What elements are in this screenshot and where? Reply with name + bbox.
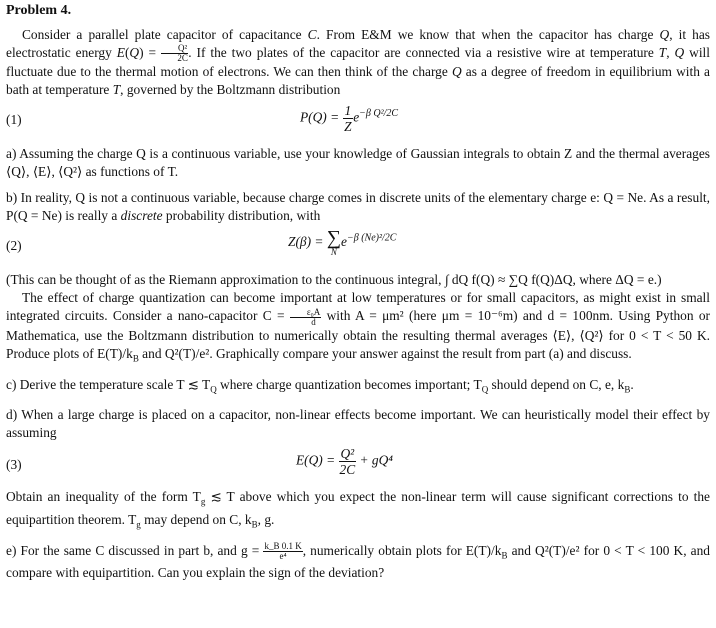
equation-1-exp-sup: −β Q²/2C xyxy=(359,108,399,120)
quant-text-a: The effect of charge quantization can become important at low temperatures or for small capacitors, as might exist in small integrated circuits. Consider a nano-capacitor C = xyxy=(6,290,710,324)
part-e-text-a: e) For the same C discussed in part b, and g = xyxy=(6,542,264,558)
problem-page xyxy=(6,0,710,582)
part-c-text-b: where charge quantization becomes important; T xyxy=(216,376,482,392)
quantization-paragraph: The effect of charge quantization can become important at low temperatures or for small capacitors, as might exist in small integrated circuits. Consider a nano-capacitor C = $\frac{\text{ε₀A}}{d}$ with A = μm² (here μm = 10⁻⁶m) and d = 100nm. Using Python or Mathematica, use the Boltzmann distribution to numerically obtain the resulting thermal averages ⟨E⟩, ⟨Q²⟩ for 0 < T < 50 K. Produce plots of $E(T)/k_B$ and Q²(T)/e². Graphically compare your answer against the result from part (a) and discuss. xyxy=(6,290,711,364)
equation-3-body xyxy=(296,446,393,477)
part-b-label: b) xyxy=(6,190,18,206)
riemann-note: (This can be thought of as the Riemann approximation to the continuous integral, ∫ dQ f(Q) ≈ ∑Q f(Q)ΔQ, where ΔQ = e.) xyxy=(6,272,662,288)
intro-text-g: , governed by the Boltzmann distribution xyxy=(120,82,341,98)
intro-text-e: will fluctuate due to the thermal motion of electrons. We can then think of the charge xyxy=(6,45,710,80)
equation-3-rhs: + gQ⁴ xyxy=(356,452,393,468)
part-d2-text-d: , g. xyxy=(257,511,275,527)
equation-2-lhs: Z(β) = xyxy=(288,234,327,250)
intro-text-f: as a degree of freedom in equilibrium with a bath at temperature xyxy=(6,64,710,98)
equation-1 xyxy=(6,99,710,141)
equation-1-exp: e xyxy=(353,110,360,125)
part-e-text-c: and Q²(T)/e² for 0 < T < 100 K, and compare with equipartition. Can you explain the sign of the deviation? xyxy=(6,542,710,581)
part-d2-text-a: Obtain an inequality of the form T xyxy=(6,489,201,505)
intro-text-d: . If the two plates of the capacitor are connected via a resistive wire at temperature xyxy=(188,45,659,60)
part-b-text-a: In reality, Q is not a continuous variable, because charge comes in discrete units of the elementary charge e: Q = Ne. As a result, P(Q = Ne) is really a xyxy=(6,190,710,224)
quant-text-c: and Q²(T)/e². Graphically compare your answer against the result from part (a) and discuss. xyxy=(138,345,632,361)
quant-text-b: with A = μm² (here μm = 10⁻⁶m) and d = 100nm. Using Python or Mathematica, use the Boltzmann distribution to numerically obtain the resulting thermal averages ⟨E⟩, ⟨Q²⟩ for 0 < T < 50 K. Produce plots of E(T)/k xyxy=(6,308,711,361)
equation-1-body xyxy=(300,103,398,134)
equation-2 xyxy=(6,225,710,271)
equation-3 xyxy=(6,442,710,488)
intro-paragraph: Consider a parallel plate capacitor of capacitance C. From E&M we know that when the capacitor has charge Q, it has electrostatic energy E(Q) = $\frac{\text{Q²}}{2C}$ . If the two plates of the capacitor are connected via a resistive wire at temperature T, Q will fluctuate due to the thermal motion of electrons. We can then think of the charge Q as a degree of freedom in equilibrium with a bath at temperature T, governed by the Boltzmann distribution xyxy=(6,27,710,98)
intro-text-a: Consider a parallel plate capacitor of capacitance xyxy=(22,27,308,42)
part-c-text-c: should depend on C, e, k xyxy=(488,376,625,392)
part-b xyxy=(6,189,710,225)
equation-1-fraction: $\frac{1}{Z}$ xyxy=(344,103,352,135)
part-c-text: c) Derive the temperature scale T ≲ T xyxy=(6,376,211,392)
equation-3-lhs: E(Q) = xyxy=(296,452,339,468)
part-a-label: a) xyxy=(6,146,17,162)
equation-3-number: (3) xyxy=(6,457,22,473)
intro-text-c: , it has electrostatic energy xyxy=(6,27,710,60)
equation-2-exp: e xyxy=(341,234,347,250)
equation-2-number: (2) xyxy=(6,238,22,254)
equation-3-fraction: $\frac{\text{Q²}}{2C}$ xyxy=(339,446,356,478)
equation-2-body xyxy=(288,229,396,257)
part-d2-text-b: ≲ T above which you expect the non-linear term will cause significant corrections to the equipartition theorem. T xyxy=(6,489,711,527)
capacitance-fraction: $\frac{\text{ε₀A}}{d}$ xyxy=(290,308,321,327)
part-d2-text-c: may depend on C, k xyxy=(140,511,252,527)
intro-text-b: . From E&M we know that when the capacitor has charge xyxy=(316,27,660,42)
equation-1-number: (1) xyxy=(6,112,22,128)
part-c-text-d: . xyxy=(630,376,634,392)
equation-2-exp-sup: −β (Ne)²/2C xyxy=(347,233,397,245)
part-b-emphasis: discrete xyxy=(120,208,163,224)
part-e-text-b: , numerically obtain plots for E(T)/k xyxy=(302,542,502,558)
equation-2-sum: ∑ N xyxy=(326,227,342,258)
problem-title: Problem 4. xyxy=(6,3,72,18)
part-a-text: Assuming the charge Q is a continuous variable, use your knowledge of Gaussian integrals to obtain Z and the thermal averages ⟨Q⟩, ⟨E⟩, ⟨Q²⟩ as functions of T. xyxy=(6,146,710,180)
part-b-text-b: probability distribution, with xyxy=(162,208,321,224)
part-e: e) For the same C discussed in part b, and g = $\frac{k\_B 0.1 K}{\text{e⁴}}$ , numerically obtain plots for $E(T)/k_B$ and Q²(T)/e² for 0 < T < 100 K, and compare with equipartition. Can you explain the sign of the deviation? xyxy=(6,540,710,581)
part-d: d) When a large charge is placed on a capacitor, non-linear effects become important. We can heuristically model their effect by assuming xyxy=(6,407,710,441)
part-a xyxy=(6,145,710,181)
part-d-inequality: Obtain an inequality of the form $T_g$ ≲ T above which you expect the non-linear term will cause significant corrections to the equipartition theorem. $T_g$ may depend on C, $k_B$, g. xyxy=(6,489,711,530)
part-c: c) Derive the temperature scale T ≲ $T_Q$ where charge quantization becomes important; $T_Q$ should depend on C, e, $k_B$. xyxy=(6,376,634,395)
equation-1-lhs: P(Q) = xyxy=(300,110,343,125)
g-fraction: $\frac{k\_B 0.1 K}{\text{e⁴}}$ xyxy=(264,540,302,561)
energy-fraction: $\frac{\text{Q²}}{2C}$ xyxy=(161,44,188,63)
